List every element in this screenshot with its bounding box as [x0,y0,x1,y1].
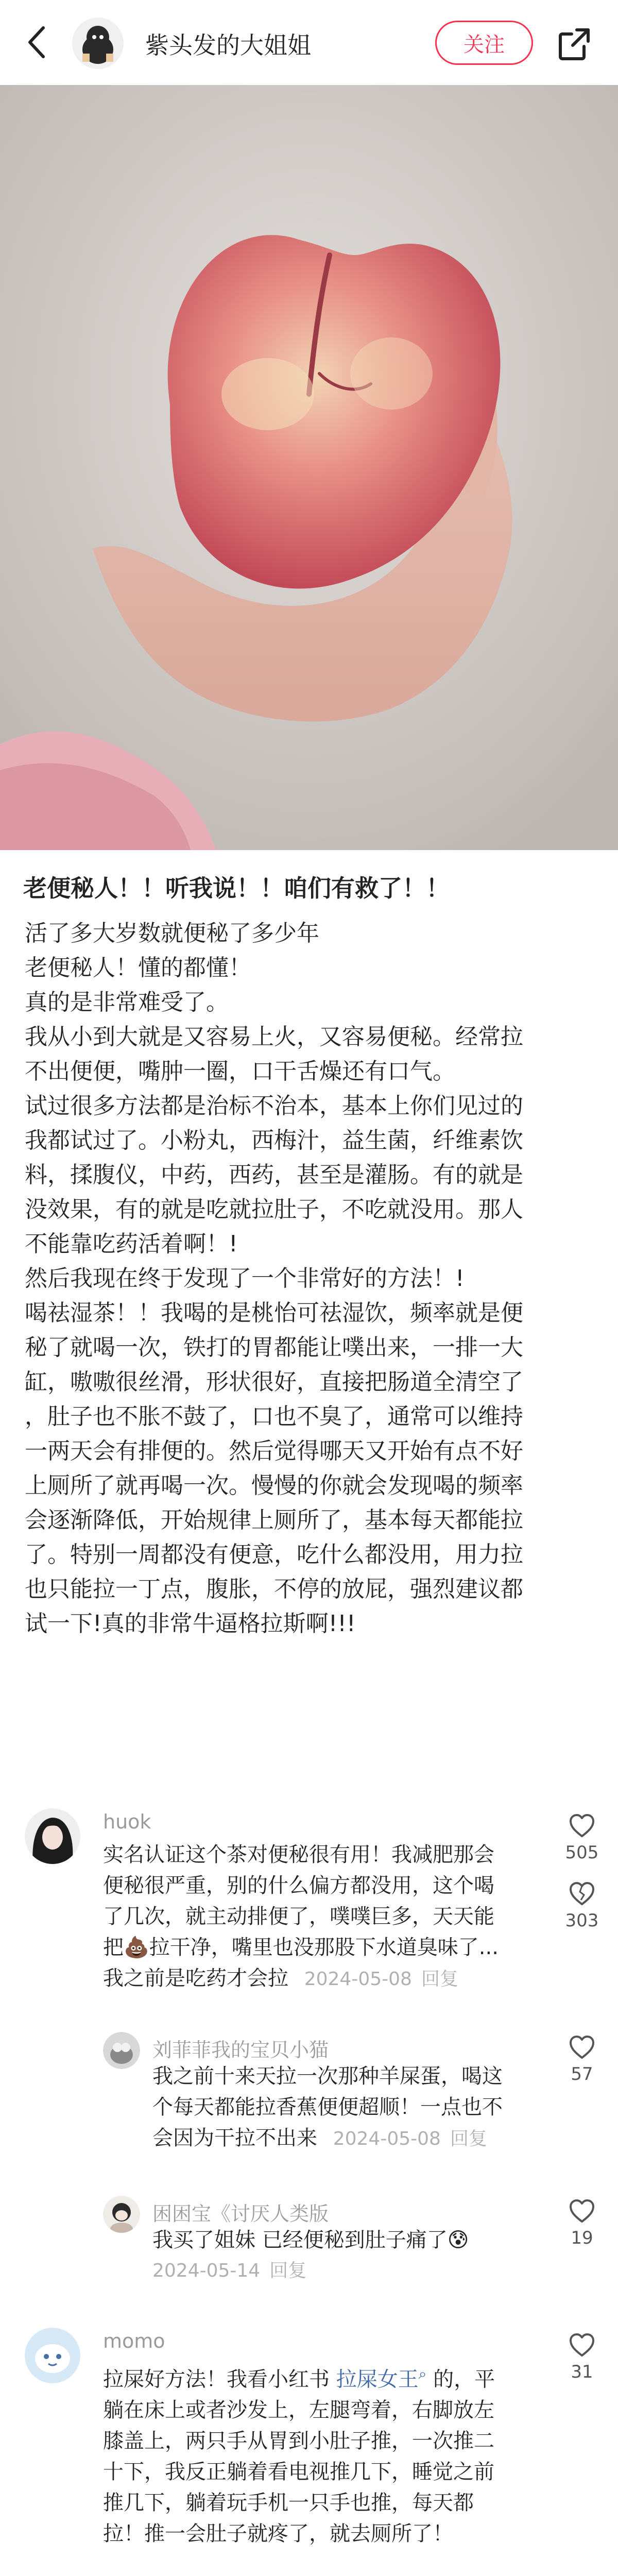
commenter-name[interactable]: momo [103,2330,165,2352]
comment-meta [324,2128,487,2149]
like-count: 31 [571,2362,593,2382]
author-name[interactable]: 紫头发的大姐姐 [145,31,311,59]
post-line: 不能靠吃药活着啊！! [25,1231,238,1257]
post-line: 真的是非常难受了。 [25,989,229,1015]
comment-last-line [152,2123,544,2155]
post-line: 缸，嗷嗷很丝滑，形状很好，直接把肠道全清空了 [25,1369,523,1395]
like-count: 19 [571,2228,593,2248]
search-icon[interactable]: ⌕ [418,2365,427,2382]
comment-line: 躺在床上或者沙发上，左腿弯着，右脚放左 [103,2398,494,2422]
comment-line: 拉！推一会肚子就疼了，就去厕所了！ [103,2522,453,2546]
post-line: 老便秘人！懂的都懂！ [25,955,251,981]
comment-text [152,2061,544,2155]
share-icon[interactable] [556,26,592,62]
heart-icon [569,2199,595,2224]
reply-item [0,2196,618,2299]
post-line: 料，揉腹仪，中药，西药，甚至是灌肠。有的就是 [25,1162,523,1188]
post-line: 试一下!真的非常牛逼格拉斯啊!!! [25,1611,356,1637]
post-line: 了。特别一周都没有便意，吃什么都没用，用力拉 [25,1541,523,1568]
post-line: 不出便便，嘴肿一圈，口干舌燥还有口气。 [25,1058,455,1084]
like-button[interactable] [559,2035,605,2084]
post-line: 我从小到大就是又容易上火，又容易便秘。经常拉 [25,1024,523,1050]
comment-line: 膝盖上，两只手从胃到小肚子推，一次推二 [103,2429,494,2453]
post-line: 然后我现在终于发现了一个非常好的方法！! [25,1265,465,1292]
commenter-avatar[interactable] [25,2328,80,2383]
post-line: 一两天会有排便的。然后觉得哪天又开始有点不好 [25,1438,523,1464]
like-count: 505 [565,1842,599,1863]
comment-last-line [103,1963,546,1995]
comment-date: 2024-05-08 [304,1969,412,1990]
commenter-name[interactable]: huok [103,1810,151,1833]
commenter-name[interactable]: 困困宝《讨厌人类版 [152,2202,329,2225]
heart-icon [569,1814,595,1838]
comment-date: 2024-05-08 [333,2128,441,2149]
comment-first-line [103,2359,546,2395]
comment-line: 把💩拉干净，嘴里也没那股下水道臭味了... [103,1936,499,1959]
back-arrow-icon[interactable] [22,22,58,63]
reply-item [0,2032,618,2187]
like-button[interactable] [559,2333,605,2382]
post-photo[interactable] [0,85,618,850]
broken-heart-icon [569,1882,595,1906]
heart-icon [569,2035,595,2060]
comment-line: 个每天都能拉香蕉便便超顺！一点也不 [152,2095,503,2119]
comment-text [103,1839,546,1995]
post-line: 喝祛湿茶！！我喝的是桃怡可祛湿饮，频率就是便 [25,1300,523,1326]
post-body [25,916,596,1641]
author-avatar[interactable] [72,18,124,69]
post-line: 上厕所了就再喝一次。慢慢的你就会发现喝的频率 [25,1472,523,1499]
reply-button[interactable]: 回复 [269,2260,307,2281]
reply-button[interactable]: 回复 [450,2128,487,2149]
heart-icon [569,2333,595,2358]
comment-line-part: 拉屎好方法！我看小红书 [103,2367,336,2392]
comment-line: 实名认证这个茶对便秘很有用！我减肥那会 [103,1843,494,1867]
dislike-button[interactable] [559,1882,605,1931]
mention-link[interactable]: 拉屎女王 [336,2367,419,2392]
comment-meta [295,1969,458,1990]
commenter-avatar[interactable] [103,2032,140,2069]
commenter-avatar[interactable] [25,1808,80,1864]
comment-line: 十下，我反正躺着看电视推几下，睡觉之前 [103,2460,494,2484]
comment-line: 我之前是吃药才会拉 [103,1967,288,1990]
commenter-name[interactable]: 刘菲菲我的宝贝小猫 [152,2039,329,2061]
follow-button[interactable]: 关注 [435,21,533,65]
post-line: 我都试过了。小粉丸，西梅汁，益生菌，纤维素饮 [25,1127,523,1154]
dislike-count: 303 [565,1910,599,1931]
commenter-avatar[interactable] [103,2196,140,2233]
comment-line-part: 的，平 [426,2367,495,2392]
comment-item [0,1808,618,2025]
post-line: 也只能拉一丁点，腹胀，不停的放屁，强烈建议都 [25,1576,523,1602]
comment-item [0,2328,618,2576]
post-title: 老便秘人！！听我说！！咱们有救了！！ [23,874,450,902]
comment-text [103,2359,546,2549]
post-line: 试过很多方法都是治标不治本，基本上你们见过的 [25,1093,523,1119]
like-button[interactable] [559,1814,605,1863]
post-line: 会逐渐降低，开始规律上厕所了，基本每天都能拉 [25,1507,523,1533]
post-line: 没效果，有的就是吃就拉肚子，不吃就没用。那人 [25,1196,523,1223]
comment-line: 我之前十来天拉一次那种羊屎蛋，喝这 [152,2064,503,2088]
post-line: 活了多大岁数就便秘了多少年 [25,920,319,946]
top-bar [0,0,618,85]
comment-line: 了几次，就主动排便了，噗噗巨多，天天能 [103,1905,494,1928]
comment-line: 便秘很严重，别的什么偏方都没用，这个喝 [103,1874,494,1897]
post-line: 秘了就喝一次，铁打的胃都能让噗出来，一排一大 [25,1334,523,1361]
comment-text [152,2225,544,2286]
post-line: ，肚子也不胀不鼓了，口也不臭了，通常可以维持 [25,1403,523,1430]
reply-button[interactable]: 回复 [421,1969,458,1990]
like-button[interactable] [559,2199,605,2248]
comment-date: 2024-05-14 [152,2260,261,2281]
comment-line: 会因为干拉不出来 [152,2126,317,2150]
comment-line: 推几下，躺着玩手机一只手也推，每天都 [103,2491,474,2515]
comment-line: 我买了姐妹 已经便秘到肚子痛了😰 [152,2228,469,2252]
like-count: 57 [571,2064,593,2084]
comment-meta [152,2256,544,2286]
